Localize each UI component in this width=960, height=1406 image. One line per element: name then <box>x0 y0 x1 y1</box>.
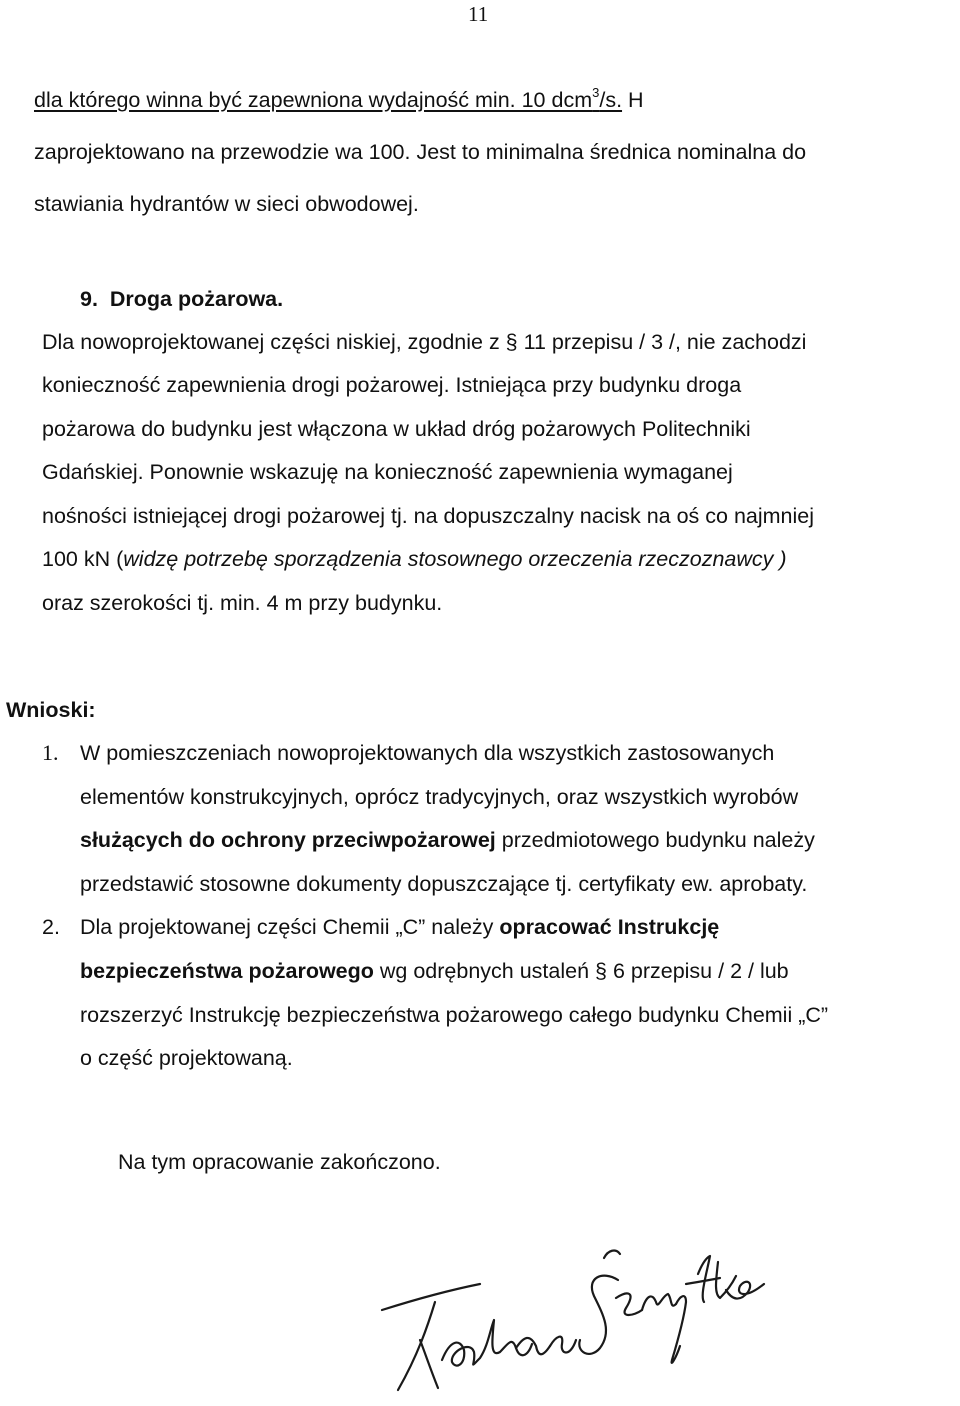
section-9-line-7: oraz szerokości tj. min. 4 m przy budynku. <box>42 591 443 615</box>
conclusion-2-number: 2. <box>42 915 60 939</box>
conclusion-1-line-1: W pomieszczeniach nowoprojektowanych dla wszystkich zastosowanych <box>80 741 775 765</box>
section-9-line-3: pożarowa do budynku jest włączona w układ dróg pożarowych Politechniki <box>42 417 751 441</box>
conclusion-1-number: 1. <box>42 740 59 765</box>
section-9-line-6: 100 kN (widzę potrzebę sporządzenia stosownego orzeczenia rzeczoznawcy ) <box>42 547 787 571</box>
intro-line-3: stawiania hydrantów w sieci obwodowej. <box>34 192 419 216</box>
conclusion-1-line-3: służących do ochrony przeciwpożarowej przedmiotowego budynku należy <box>80 828 815 852</box>
conclusion-2-line-3: rozszerzyć Instrukcję bezpieczeństwa pożarowego całego budynku Chemii „C” <box>80 1003 829 1027</box>
conclusion-2-bold-phrase-1: opracować Instrukcję <box>499 915 720 939</box>
intro-line-2: zaprojektowano na przewodzie wa 100. Jest to minimalna średnica nominalna do <box>34 140 807 164</box>
handwritten-signature <box>380 1240 780 1400</box>
intro-underlined-text: dla którego winna być zapewniona wydajność min. 10 dcm$^3$/s. <box>34 84 623 112</box>
conclusions-title: Wnioski: <box>6 698 96 722</box>
conclusion-1-bold-phrase: służących do ochrony przeciwpożarowej <box>80 828 496 852</box>
conclusion-2-bold-phrase-2: bezpieczeństwa pożarowego <box>80 959 374 983</box>
conclusion-2-line-1: Dla projektowanej części Chemii „C” należy opracować Instrukcję <box>80 915 720 939</box>
section-9-heading <box>80 285 283 313</box>
conclusion-1-line-2: elementów konstrukcyjnych, oprócz tradycyjnych, oraz wszystkich wyrobów <box>80 785 799 809</box>
section-9-title: Droga pożarowa. <box>109 287 284 311</box>
section-9-line-5: nośności istniejącej drogi pożarowej tj. na dopuszczalny nacisk na oś co najmniej <box>42 504 815 528</box>
section-9-line-4: Gdańskiej. Ponownie wskazuję na konieczność zapewnienia wymaganej <box>42 460 733 484</box>
conclusion-2-line-4: o część projektowaną. <box>80 1046 293 1070</box>
intro-line-1: dla którego winna być zapewniona wydajność min. 10 dcm$^3$/s. H <box>34 84 644 112</box>
closing-text: Na tym opracowanie zakończono. <box>118 1150 441 1174</box>
conclusion-2-line-2: bezpieczeństwa pożarowego wg odrębnych ustaleń § 6 przepisu / 2 / lub <box>80 959 789 983</box>
section-9-italic-note: widzę potrzebę sporządzenia stosownego orzeczenia rzeczoznawcy ) <box>123 547 787 571</box>
section-9-line-1: Dla nowoprojektowanej części niskiej, zgodnie z § 11 przepisu / 3 /, nie zachodzi <box>42 330 807 354</box>
conclusion-1-line-4: przedstawić stosowne dokumenty dopuszczające tj. certyfikaty ew. aprobaty. <box>80 872 808 896</box>
section-9-number: 9. <box>80 287 98 311</box>
section-9-line-2: konieczność zapewnienia drogi pożarowej. Istniejąca przy budynku droga <box>42 373 742 397</box>
page-number: 11 <box>468 2 489 26</box>
